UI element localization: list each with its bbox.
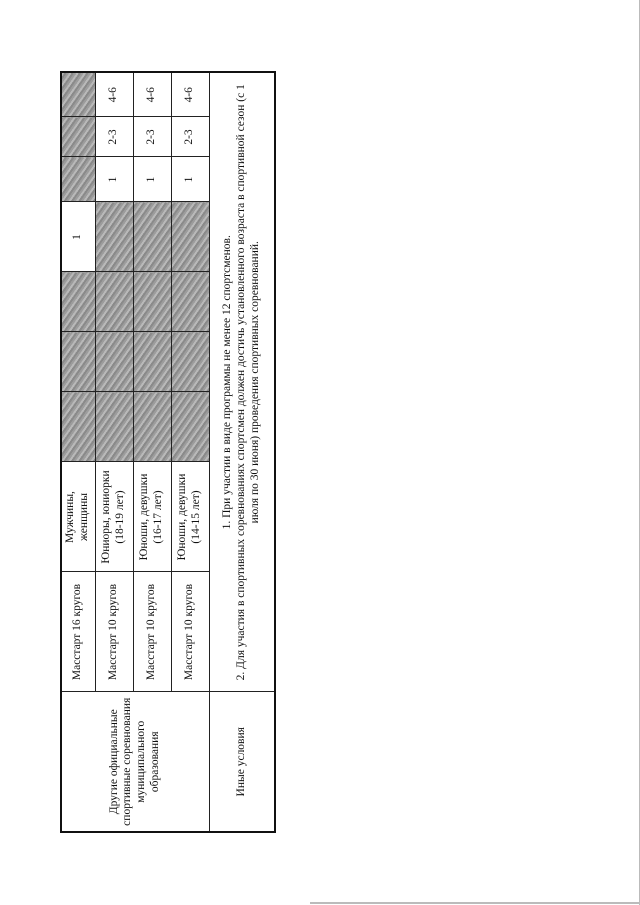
table-row [209, 72, 275, 832]
condition-note-1: 1. При участии в виде программы не менее 12 спортсменов. [221, 235, 234, 530]
shaded-cell [61, 392, 95, 462]
place-cell: 1 [95, 157, 133, 202]
place-cell: 4-6 [133, 72, 171, 117]
place-cell: 2-3 [133, 117, 171, 157]
shaded-cell [61, 117, 95, 157]
table-row [61, 72, 95, 832]
place-cell: 1 [171, 157, 209, 202]
shaded-cell [95, 332, 133, 392]
shaded-cell [133, 332, 171, 392]
discipline-cell: Масстарт 10 кругов [95, 572, 133, 692]
conditions-label-cell: Иные условия [209, 692, 275, 832]
category-cell: Другие официальные спортивные соревнования муниципального образования [61, 692, 209, 832]
conditions-cell [209, 72, 275, 692]
group-cell: Юноши, девушки (16-17 лет) [133, 462, 171, 572]
place-cell: 1 [61, 202, 95, 272]
scan-bottom-line [310, 902, 640, 904]
shaded-cell [61, 332, 95, 392]
shaded-cell [61, 157, 95, 202]
group-cell: Юниоры, юниорки (18-19 лет) [95, 462, 133, 572]
condition-note-2: 2. Для участия в спортивных соревнованиях спортсмен должен достичь установленного возраста в спортивной сезон (с 1 июля по 30 июня) проведения спортивных соревнований. [234, 84, 261, 681]
place-cell: 1 [133, 157, 171, 202]
discipline-cell: Масстарт 16 кругов [61, 572, 95, 692]
place-cell: 2-3 [171, 117, 209, 157]
shaded-cell [171, 202, 209, 272]
group-cell: Мужчины, женщины [61, 462, 95, 572]
shaded-cell [133, 202, 171, 272]
shaded-cell [171, 392, 209, 462]
group-cell: Юноши, девушки (14-15 лет) [171, 462, 209, 572]
discipline-cell: Масстарт 10 кругов [171, 572, 209, 692]
shaded-cell [133, 272, 171, 332]
place-cell: 2-3 [95, 117, 133, 157]
shaded-cell [171, 332, 209, 392]
shaded-cell [133, 392, 171, 462]
shaded-cell [61, 272, 95, 332]
rotated-table-container [60, 73, 280, 833]
shaded-cell [95, 202, 133, 272]
shaded-cell [171, 272, 209, 332]
place-cell: 4-6 [95, 72, 133, 117]
competition-table [60, 71, 276, 833]
shaded-cell [61, 72, 95, 117]
discipline-cell: Масстарт 10 кругов [133, 572, 171, 692]
shaded-cell [95, 272, 133, 332]
shaded-cell [95, 392, 133, 462]
place-cell: 4-6 [171, 72, 209, 117]
